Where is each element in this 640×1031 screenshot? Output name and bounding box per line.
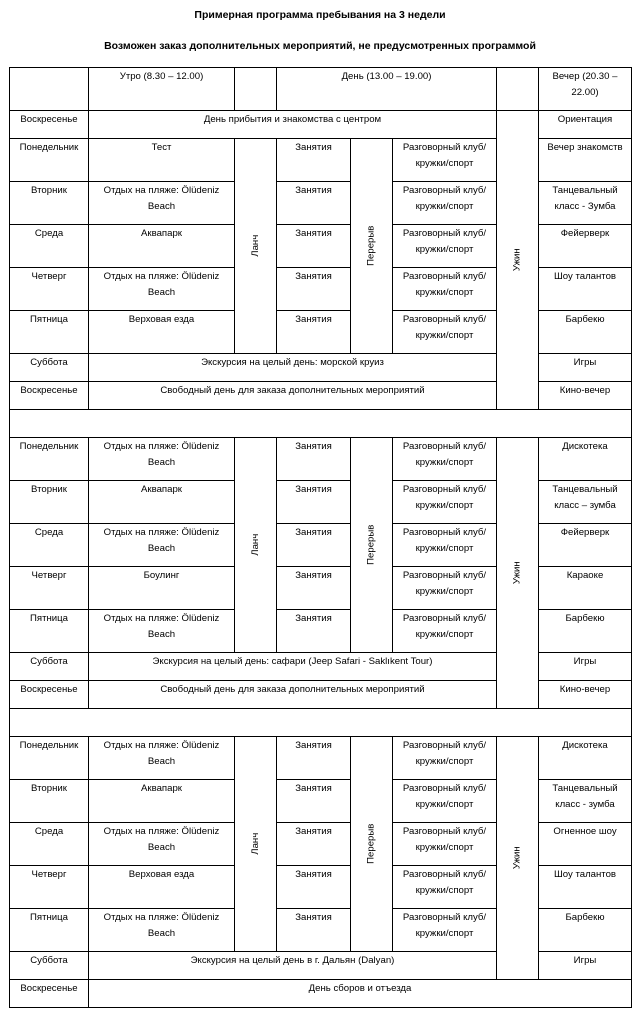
lesson-cell: Занятия <box>277 268 351 311</box>
lesson-cell: Занятия <box>277 438 351 481</box>
separator-cell <box>10 709 632 737</box>
day-cell: Вторник <box>10 481 89 524</box>
club-cell: Разговорный клуб/кружки/спорт <box>393 780 497 823</box>
dinner-cell <box>497 438 539 709</box>
evening-cell: Огненное шоу <box>539 823 632 866</box>
club-cell: Разговорный клуб/кружки/спорт <box>393 311 497 354</box>
evening-cell: Дискотека <box>539 737 632 780</box>
break-label: Перерыв <box>365 823 377 865</box>
club-cell: Разговорный клуб/кружки/спорт <box>393 268 497 311</box>
week-separator <box>10 709 632 737</box>
table-row <box>10 737 632 780</box>
morning-cell: Аквапарк <box>89 780 235 823</box>
header-morning: Утро (8.30 – 12.00) <box>89 68 235 111</box>
morning-cell: Отдых на пляже: Ölüdeniz Beach <box>89 268 235 311</box>
lesson-cell: Занятия <box>277 481 351 524</box>
club-cell: Разговорный клуб/кружки/спорт <box>393 909 497 952</box>
table-row <box>10 481 632 524</box>
free-day-cell: Свободный день для заказа дополнительных мероприятий <box>89 681 497 709</box>
day-cell: Понедельник <box>10 139 89 182</box>
club-cell: Разговорный клуб/кружки/спорт <box>393 225 497 268</box>
morning-cell: Верховая езда <box>89 866 235 909</box>
day-cell: Воскресенье <box>10 382 89 410</box>
day-cell: Суббота <box>10 653 89 681</box>
break-label: Перерыв <box>365 524 377 566</box>
lesson-cell: Занятия <box>277 139 351 182</box>
header-dinner-cell <box>497 68 539 111</box>
lesson-cell: Занятия <box>277 311 351 354</box>
lunch-label: Ланч <box>249 235 261 257</box>
club-cell: Разговорный клуб/кружки/спорт <box>393 737 497 780</box>
day-cell: Пятница <box>10 909 89 952</box>
table-row <box>10 225 632 268</box>
morning-cell: Отдых на пляже: Ölüdeniz Beach <box>89 610 235 653</box>
day-cell: Понедельник <box>10 737 89 780</box>
morning-cell: Отдых на пляже: Ölüdeniz Beach <box>89 737 235 780</box>
day-cell: Среда <box>10 524 89 567</box>
header-day: День (13.00 – 19.00) <box>277 68 497 111</box>
evening-cell: Вечер знакомств <box>539 139 632 182</box>
club-cell: Разговорный клуб/кружки/спорт <box>393 610 497 653</box>
evening-cell: Танцевальный класс – зумба <box>539 481 632 524</box>
morning-cell: Отдых на пляже: Ölüdeniz Beach <box>89 823 235 866</box>
table-row <box>10 610 632 653</box>
break-cell <box>351 438 393 653</box>
dinner-label: Ужин <box>511 846 523 870</box>
break-cell <box>351 737 393 952</box>
evening-cell: Кино-вечер <box>539 382 632 410</box>
lesson-cell: Занятия <box>277 866 351 909</box>
lunch-cell <box>235 139 277 354</box>
lesson-cell: Занятия <box>277 567 351 610</box>
lesson-cell: Занятия <box>277 909 351 952</box>
day-cell: Суббота <box>10 952 89 980</box>
lunch-cell <box>235 737 277 952</box>
table-row <box>10 681 632 709</box>
evening-cell: Фейерверк <box>539 524 632 567</box>
header-day-cell <box>10 68 89 111</box>
table-row <box>10 438 632 481</box>
lesson-cell: Занятия <box>277 780 351 823</box>
table-row <box>10 111 632 139</box>
evening-cell: Кино-вечер <box>539 681 632 709</box>
schedule-table <box>9 67 632 1008</box>
lunch-label: Ланч <box>249 833 261 855</box>
header-evening: Вечер (20.30 – 22.00) <box>539 68 632 111</box>
header-lunch-cell <box>235 68 277 111</box>
header-row <box>10 68 632 111</box>
table-row <box>10 866 632 909</box>
evening-cell: Игры <box>539 952 632 980</box>
table-row <box>10 268 632 311</box>
excursion-cell: Экскурсия на целый день: морской круиз <box>89 354 497 382</box>
separator-cell <box>10 410 632 438</box>
club-cell: Разговорный клуб/кружки/спорт <box>393 823 497 866</box>
morning-cell: Отдых на пляже: Ölüdeniz Beach <box>89 438 235 481</box>
week-separator <box>10 410 632 438</box>
table-row <box>10 567 632 610</box>
table-row <box>10 139 632 182</box>
lesson-cell: Занятия <box>277 182 351 225</box>
evening-cell: Барбекю <box>539 909 632 952</box>
day-cell: Воскресенье <box>10 681 89 709</box>
table-row <box>10 952 632 980</box>
dinner-label: Ужин <box>511 248 523 272</box>
table-row <box>10 524 632 567</box>
day-cell: Вторник <box>10 780 89 823</box>
club-cell: Разговорный клуб/кружки/спорт <box>393 866 497 909</box>
evening-cell: Барбекю <box>539 610 632 653</box>
table-row <box>10 909 632 952</box>
day-cell: Среда <box>10 823 89 866</box>
table-row <box>10 354 632 382</box>
table-row <box>10 382 632 410</box>
day-cell: Среда <box>10 225 89 268</box>
document-title: Примерная программа пребывания на 3 недели <box>194 9 446 21</box>
day-cell: Четверг <box>10 567 89 610</box>
day-cell: Воскресенье <box>10 980 89 1008</box>
lesson-cell: Занятия <box>277 737 351 780</box>
dinner-cell <box>497 737 539 980</box>
table-row <box>10 311 632 354</box>
evening-cell: Игры <box>539 653 632 681</box>
arrival-cell: День прибытия и знакомства с центром <box>89 111 497 139</box>
day-cell: Воскресенье <box>10 111 89 139</box>
evening-cell: Игры <box>539 354 632 382</box>
table-row <box>10 780 632 823</box>
evening-cell: Караоке <box>539 567 632 610</box>
lunch-cell <box>235 438 277 653</box>
day-cell: Понедельник <box>10 438 89 481</box>
morning-cell: Аквапарк <box>89 481 235 524</box>
day-cell: Пятница <box>10 311 89 354</box>
lesson-cell: Занятия <box>277 823 351 866</box>
free-day-cell: Свободный день для заказа дополнительных мероприятий <box>89 382 497 410</box>
day-cell: Пятница <box>10 610 89 653</box>
morning-cell: Аквапарк <box>89 225 235 268</box>
evening-cell: Шоу талантов <box>539 268 632 311</box>
table-row <box>10 980 632 1008</box>
dinner-cell <box>497 111 539 410</box>
document-subtitle: Возможен заказ дополнительных мероприятий, не предусмотренных программой <box>104 40 536 52</box>
lesson-cell: Занятия <box>277 225 351 268</box>
lesson-cell: Занятия <box>277 524 351 567</box>
lunch-label: Ланч <box>249 534 261 556</box>
evening-cell: Фейерверк <box>539 225 632 268</box>
club-cell: Разговорный клуб/кружки/спорт <box>393 481 497 524</box>
evening-cell: Дискотека <box>539 438 632 481</box>
dinner-label: Ужин <box>511 561 523 585</box>
excursion-cell: Экскурсия на целый день: сафари (Jeep Safari - Saklıkent Tour) <box>89 653 497 681</box>
table-row <box>10 653 632 681</box>
club-cell: Разговорный клуб/кружки/спорт <box>393 567 497 610</box>
table-row <box>10 182 632 225</box>
day-cell: Вторник <box>10 182 89 225</box>
morning-cell: Тест <box>89 139 235 182</box>
club-cell: Разговорный клуб/кружки/спорт <box>393 524 497 567</box>
club-cell: Разговорный клуб/кружки/спорт <box>393 438 497 481</box>
evening-cell: Танцевальный класс - зумба <box>539 780 632 823</box>
evening-cell: Шоу талантов <box>539 866 632 909</box>
morning-cell: Отдых на пляже: Ölüdeniz Beach <box>89 909 235 952</box>
lesson-cell: Занятия <box>277 610 351 653</box>
evening-cell: Танцевальный класс - Зумба <box>539 182 632 225</box>
evening-cell: Барбекю <box>539 311 632 354</box>
day-cell: Суббота <box>10 354 89 382</box>
break-cell <box>351 139 393 354</box>
morning-cell: Боулинг <box>89 567 235 610</box>
excursion-cell: Экскурсия на целый день в г. Дальян (Dalyan) <box>89 952 497 980</box>
club-cell: Разговорный клуб/кружки/спорт <box>393 182 497 225</box>
evening-cell: Ориентация <box>539 111 632 139</box>
break-label: Перерыв <box>365 225 377 267</box>
morning-cell: Отдых на пляже: Ölüdeniz Beach <box>89 182 235 225</box>
morning-cell: Отдых на пляже: Ölüdeniz Beach <box>89 524 235 567</box>
departure-cell: День сборов и отъезда <box>89 980 632 1008</box>
day-cell: Четверг <box>10 866 89 909</box>
morning-cell: Верховая езда <box>89 311 235 354</box>
table-row <box>10 823 632 866</box>
day-cell: Четверг <box>10 268 89 311</box>
club-cell: Разговорный клуб/кружки/спорт <box>393 139 497 182</box>
